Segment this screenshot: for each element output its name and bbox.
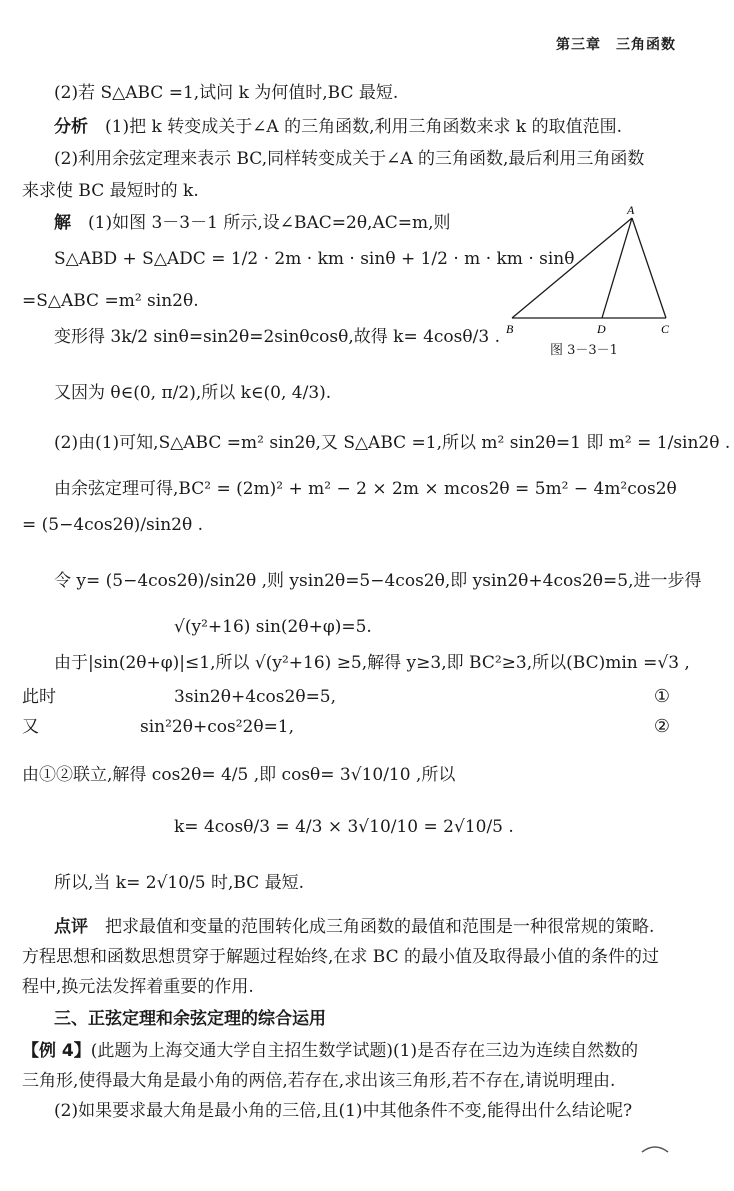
part2-question: (2)若 S△ABC =1,试问 k 为何值时,BC 最短.: [54, 83, 399, 103]
minimum-bc-line: 由于|sin(2θ+φ)|≤1,所以 √(y²+16) ≥5,解得 y≥3,即 BC²≥3,所以(BC)min =√3 ,: [54, 653, 690, 673]
solution-text-1: (1)如图 3－3－1 所示,设∠BAC=2θ,AC=m,则: [88, 213, 451, 233]
equation-2: sin²2θ+cos²2θ=1,: [140, 717, 295, 737]
solution-line-1: [54, 212, 451, 236]
comment-line-3: 程中,换元法发挥着重要的作用.: [22, 977, 254, 997]
equation-1-marker: ①: [653, 686, 670, 707]
example4-label: 【例 4】: [22, 1041, 91, 1061]
part2-step-1: (2)由(1)可知,S△ABC =m² sin2θ,又 S△ABC =1,所以 m² sin2θ=1 即 m² = 1/sin2θ .: [54, 433, 731, 453]
conclusion-line: 所以,当 k= 2√10/5 时,BC 最短.: [54, 873, 305, 893]
vertex-b-label: B: [506, 322, 514, 336]
vertex-a-label: A: [627, 206, 635, 217]
eq1-lead: 此时: [22, 687, 56, 707]
auxiliary-angle-equation: √(y²+16) sin(2θ+φ)=5.: [174, 617, 372, 637]
comment-line-1: [54, 916, 654, 940]
analysis-text-1: (1)把 k 转变成关于∠A 的三角函数,利用三角函数来求 k 的取值范围.: [105, 117, 623, 137]
comment-text-1: 把求最值和变量的范围转化成三角函数的最值和范围是一种很常规的策略.: [105, 917, 655, 937]
area-total-equation: =S△ABC =m² sin2θ.: [22, 291, 199, 311]
example4-line-2: 三角形,使得最大角是最小角的两倍,若存在,求出该三角形,若不存在,请说明理由.: [22, 1071, 616, 1091]
example4-text-1: (此题为上海交通大学自主招生数学试题)(1)是否存在三边为连续自然数的: [90, 1041, 639, 1061]
vertex-c-label: C: [661, 322, 670, 336]
equation-1: 3sin2θ+4cos2θ=5,: [174, 687, 337, 707]
analysis-label: 分析: [54, 117, 88, 137]
analysis-line-2: (2)利用余弦定理来表示 BC,同样转变成关于∠A 的三角函数,最后利用三角函数: [54, 149, 645, 169]
equation-2-marker: ②: [653, 716, 670, 737]
page-corner-mark: [640, 1142, 670, 1162]
eq2-lead: 又: [22, 717, 39, 737]
deformation-equation: 变形得 3k/2 sinθ=sin2θ=2sinθcosθ,故得 k= 4cosθ/3 .: [54, 327, 500, 347]
segment-ad: [602, 218, 632, 318]
comment-line-2: 方程思想和函数思想贯穿于解题过程始终,在求 BC 的最小值及取得最小值的条件的过: [22, 947, 660, 967]
analysis-line-3: 来求使 BC 最短时的 k.: [22, 181, 199, 201]
example4-line-3: (2)如果要求最大角是最小角的三倍,且(1)中其他条件不变,能得出什么结论呢?: [54, 1101, 633, 1121]
range-of-k: 又因为 θ∈(0, π/2),所以 k∈(0, 4/3).: [54, 383, 332, 403]
side-ac: [632, 218, 666, 318]
example4-line-1: [22, 1040, 638, 1064]
side-ab: [512, 218, 632, 318]
cosine-law-result: = (5−4cos2θ)/sin2θ .: [22, 515, 204, 535]
analysis-line-1: [54, 116, 622, 140]
figure-caption: 图 3－3－1: [550, 343, 618, 358]
cosine-law-line: 由余弦定理可得,BC² = (2m)² + m² − 2 × 2m × mcos2θ = 5m² − 4m²cos2θ: [54, 479, 677, 499]
substitution-line: 令 y= (5−4cos2θ)/sin2θ ,则 ysin2θ=5−4cos2θ,即 ysin2θ+4cos2θ=5,进一步得: [54, 571, 702, 591]
joint-solution-line: 由①②联立,解得 cos2θ= 4/5 ,即 cosθ= 3√10/10 ,所以: [22, 765, 456, 785]
k-value-equation: k= 4cosθ/3 = 4/3 × 3√10/10 = 2√10/5 .: [174, 817, 514, 837]
section-heading: 三、正弦定理和余弦定理的综合运用: [54, 1009, 326, 1029]
comment-label: 点评: [54, 917, 88, 937]
area-sum-equation: S△ABD + S△ADC = 1/2 · 2m · km · sinθ + 1/2 · m · km · sinθ: [54, 249, 575, 269]
chapter-header: 第三章 三角函数: [556, 37, 676, 53]
point-d-label: D: [597, 322, 606, 336]
solution-label: 解: [54, 213, 71, 233]
